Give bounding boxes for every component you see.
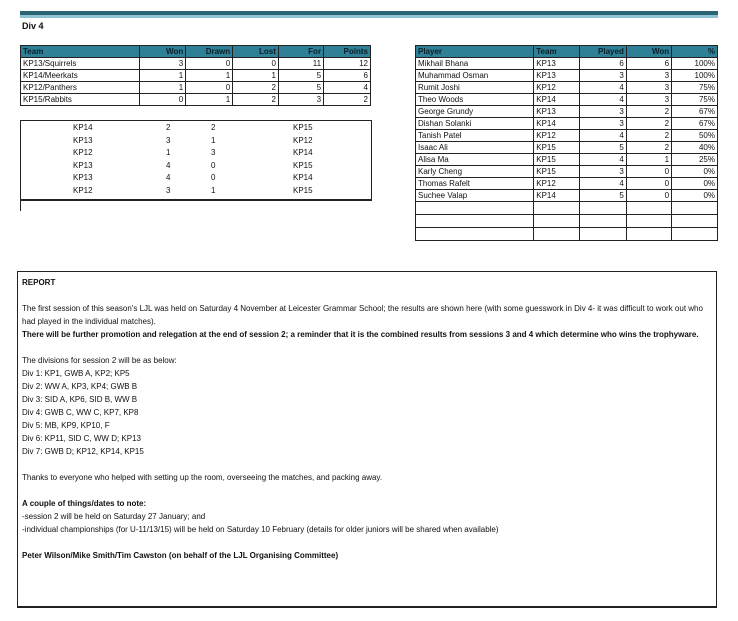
divider-line [20,199,21,211]
result-cell: 4 [166,160,171,170]
table-cell: KP15 [534,154,580,166]
note-item: -individual championships (for U-11/13/15) will be held on Saturday 10 February (details for older juniors will be shared when available) [22,525,499,534]
table-cell [580,228,627,241]
table-row [416,166,718,178]
empty-row [416,215,718,228]
table-cell: 0 [626,178,671,190]
table-cell: Tanish Patel [416,130,534,142]
division-label: Div 4 [22,21,44,31]
table-cell: Theo Woods [416,94,534,106]
table-cell [672,228,718,241]
header-band-light [20,15,718,18]
table-cell: 4 [580,82,627,94]
table-cell [626,202,671,215]
result-cell: 1 [211,135,216,145]
report-heading: REPORT [22,278,56,287]
table-row [416,58,718,70]
division-item: Div 3: SID A, KP6, SID B, WW B [22,395,138,404]
table-cell: KP13/Squirrels [21,58,140,70]
table-cell: KP14/Meerkats [21,70,140,82]
result-row [21,160,371,173]
table-cell: 100% [672,58,718,70]
result-cell: KP13 [73,173,93,182]
notes-heading: A couple of things/dates to note: [22,499,147,508]
table-cell: 0 [186,58,233,70]
table-cell: 0 [233,58,279,70]
thanks-text: Thanks to everyone who helped with setting up the room, overseeing the matches, and packing away. [22,473,383,482]
table-row [416,178,718,190]
table-cell: 5 [580,190,627,202]
report-section [17,271,717,608]
division-item: Div 2: WW A, KP3, KP4; GWB B [22,382,138,391]
result-cell: 0 [211,160,216,170]
table-cell: KP13 [534,106,580,118]
table-cell [672,202,718,215]
table-cell [534,215,580,228]
column-header: Team [534,46,580,58]
table-cell: 50% [672,130,718,142]
standings-table [20,45,371,106]
table-cell: 2 [626,106,671,118]
table-cell: 2 [324,94,371,106]
table-cell [580,202,627,215]
table-cell: 6 [324,70,371,82]
result-cell: KP15 [293,185,313,195]
table-cell: George Grundy [416,106,534,118]
column-header: Team [21,46,140,58]
table-cell: 0 [626,190,671,202]
empty-row [416,202,718,215]
table-cell: Karly Cheng [416,166,534,178]
result-cell: KP14 [73,123,93,132]
table-cell: 25% [672,154,718,166]
table-cell: 4 [324,82,371,94]
table-row [416,106,718,118]
division-item: Div 6: KP11, SID C, WW D; KP13 [22,434,141,443]
result-cell: KP13 [73,135,93,145]
match-results [20,120,372,201]
table-row [416,94,718,106]
column-header: Points [324,46,371,58]
division-item: Div 7: GWB D; KP12, KP14, KP15 [22,447,144,456]
report-paragraph: The first session of this season's LJL was held on Saturday 4 November at Leicester Grammar School; the results are shown here (with some guesswork in Div 4- it was difficult to work out who had played in the individual matches). [22,304,703,326]
table-cell: Mikhail Bhana [416,58,534,70]
table-cell: 2 [233,94,279,106]
table-cell: 40% [672,142,718,154]
table-cell [534,228,580,241]
table-cell: 1 [140,70,186,82]
table-row [416,130,718,142]
table-cell: 75% [672,94,718,106]
table-row [21,70,371,82]
empty-row [416,228,718,241]
column-header: Drawn [186,46,233,58]
table-cell: KP13 [534,58,580,70]
table-cell: 67% [672,106,718,118]
table-row [416,118,718,130]
column-header: Player [416,46,534,58]
table-cell: Suchee Valap [416,190,534,202]
table-cell: 0% [672,190,718,202]
result-cell: KP15 [293,123,313,132]
column-header: Played [580,46,627,58]
table-row [416,142,718,154]
column-header: % [672,46,718,58]
table-cell: 1 [186,94,233,106]
table-cell: 3 [626,82,671,94]
table-cell: 4 [580,154,627,166]
signoff: Peter Wilson/Mike Smith/Tim Cawston (on behalf of the LJL Organising Committee) [22,551,339,560]
table-cell [416,228,534,241]
table-cell: 0 [626,166,671,178]
result-cell: KP12 [293,135,313,145]
table-cell: 3 [580,118,627,130]
divisions-intro: The divisions for session 2 will be as below: [22,356,177,365]
table-cell: 0 [140,94,186,106]
table-cell: KP15 [534,166,580,178]
division-item: Div 1: KP1, GWB A, KP2; KP5 [22,369,130,378]
result-row [21,172,371,185]
table-cell: Rumit Joshi [416,82,534,94]
column-header: Won [626,46,671,58]
table-cell: 12 [324,58,371,70]
report-notice: There will be further promotion and relegation at the end of session 2; a reminder that it is the combined results from sessions 3 and 4 which determine who wins the trophyware. [22,330,699,339]
result-cell: 0 [211,173,216,182]
table-cell: 4 [580,178,627,190]
table-cell: KP12 [534,82,580,94]
division-item: Div 5: MB, KP9, KP10, F [22,421,110,430]
table-cell: 3 [580,70,627,82]
table-row [416,190,718,202]
table-cell: 6 [626,58,671,70]
table-cell: 2 [626,142,671,154]
table-cell: 0 [186,82,233,94]
table-cell: 4 [580,130,627,142]
table-row [21,94,371,106]
table-row [416,70,718,82]
table-cell [416,202,534,215]
table-cell: Muhammad Osman [416,70,534,82]
table-cell: 6 [580,58,627,70]
table-cell: 1 [140,82,186,94]
result-row [21,135,371,148]
table-cell: 100% [672,70,718,82]
result-row [21,147,371,160]
table-cell [672,215,718,228]
table-cell [626,215,671,228]
table-cell [580,215,627,228]
table-cell: 5 [580,142,627,154]
table-cell: KP14 [534,118,580,130]
result-cell: 4 [166,173,171,182]
result-cell: KP14 [293,148,313,157]
table-cell: 1 [186,70,233,82]
result-cell: 2 [211,123,216,132]
column-header: For [278,46,323,58]
table-cell: KP15 [534,142,580,154]
table-cell: 1 [626,154,671,166]
table-cell: KP14 [534,190,580,202]
table-cell: 3 [140,58,186,70]
table-cell: 3 [580,166,627,178]
table-cell [534,202,580,215]
table-cell: KP13 [534,70,580,82]
table-cell: Thomas Rafelt [416,178,534,190]
result-cell: 3 [211,148,216,157]
result-cell: KP12 [73,185,93,195]
table-cell: KP14 [534,94,580,106]
table-cell: 11 [278,58,323,70]
table-cell: 2 [626,118,671,130]
table-cell: 0% [672,178,718,190]
result-cell: KP14 [293,173,313,182]
result-cell: 3 [166,185,171,195]
table-cell: 5 [278,82,323,94]
table-cell: 3 [580,106,627,118]
table-cell: 75% [672,82,718,94]
table-row [21,58,371,70]
table-cell [626,228,671,241]
result-cell: KP13 [73,160,93,170]
table-cell: 3 [626,94,671,106]
result-cell: 2 [166,123,171,132]
table-cell: 0% [672,166,718,178]
result-cell: KP12 [73,148,93,157]
players-table [415,45,718,241]
table-cell: Dishan Solanki [416,118,534,130]
table-cell: KP12 [534,178,580,190]
table-cell: 2 [233,82,279,94]
table-cell: Isaac Ali [416,142,534,154]
table-cell: 1 [233,70,279,82]
result-cell: 3 [166,135,171,145]
result-cell: 1 [211,185,216,195]
table-cell: 3 [626,70,671,82]
table-cell: 67% [672,118,718,130]
table-cell: 3 [278,94,323,106]
table-cell: KP15/Rabbits [21,94,140,106]
note-item: -session 2 will be held on Saturday 27 January; and [22,512,206,521]
result-cell: 1 [166,148,171,157]
table-row [21,82,371,94]
table-cell: 5 [278,70,323,82]
table-cell: 4 [580,94,627,106]
table-cell: 2 [626,130,671,142]
division-item: Div 4: GWB C, WW C, KP7, KP8 [22,408,139,417]
table-cell: Alisa Ma [416,154,534,166]
table-row [416,82,718,94]
table-cell [416,215,534,228]
table-cell: KP12/Panthers [21,82,140,94]
result-row [21,122,371,135]
column-header: Won [140,46,186,58]
column-header: Lost [233,46,279,58]
result-row [21,185,371,198]
table-row [416,154,718,166]
table-cell: KP12 [534,130,580,142]
result-cell: KP15 [293,160,313,170]
